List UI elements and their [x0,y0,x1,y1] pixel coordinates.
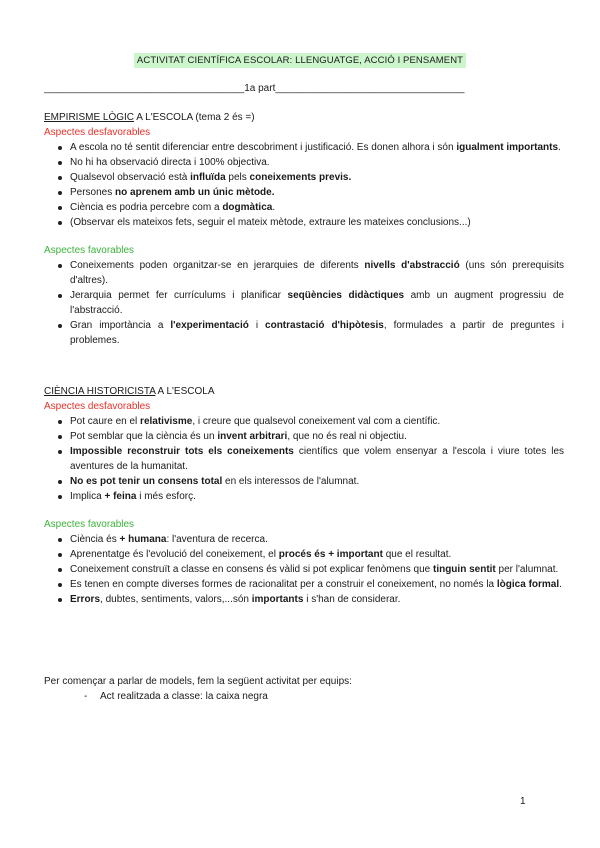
unfavorable-label: Aspectes desfavorables [44,401,151,412]
page-number: 1 [520,796,526,807]
list-item [44,577,564,592]
item-text: No hi ha observació directa i 100% objectiva. [70,157,270,168]
emphasis-text: no aprenem amb un únic mètode. [115,187,275,198]
emphasis-text: Impossible reconstruir tots els coneixements [70,446,294,457]
list-item [44,170,564,185]
emphasis-text: tinguin sentit [432,564,496,575]
closing-text: Per començar a parlar de models, fem la següent activitat per equips: [44,676,352,687]
list-item [44,200,564,215]
section-heading-underlined: EMPIRISME LÒGIC [44,112,135,123]
emphasis-text: l'experimentació [170,320,249,331]
item-text: en els interessos de l'alumnat. [222,476,360,487]
list-item [44,140,564,155]
emphasis-text: relativisme [140,416,193,427]
item-text: , que no és real ni objectiu. [287,431,407,442]
item-text: , i creure que qualsevol coneixement val com a científic. [192,416,441,427]
item-text: Aprenentatge és l'evolució del coneixement, el [70,549,279,560]
favorable-label: Aspectes favorables [44,245,135,256]
emphasis-text: invent arbitrari [217,431,288,442]
list-item [44,185,564,200]
item-text: , formulades a partir de preguntes i problemes. [70,320,564,346]
divider-left: ____________________________________ [44,83,245,94]
emphasis-text: lògica formal [496,579,560,590]
item-text: Ciència és [70,534,120,545]
item-text: Es tenen en compte diverses formes de racionalitat per a construir el coneixement, no només la [70,579,497,590]
item-text: : l'aventura de recerca. [166,534,268,545]
list-item [44,532,564,547]
list-item [44,547,564,562]
list-item [44,592,564,607]
emphasis-text: + humana [119,534,167,545]
favorable-label: Aspectes favorables [44,519,135,530]
section-empirisme [44,110,564,348]
section-heading-underlined: CIÈNCIA HISTORICISTA [44,386,156,397]
emphasis-text: nivells d'abstracció [364,260,460,271]
list-item [44,429,564,444]
item-text: Persones [70,187,116,198]
item-text: pels [225,172,250,183]
item-text: Pot caure en el [70,416,141,427]
emphasis-text: Errors [70,594,101,605]
bullet-list [44,258,564,348]
emphasis-text: contrastació d'hipòtesis [265,320,384,331]
emphasis-text: influïda [190,172,226,183]
item-text: per l'alumnat. [495,564,559,575]
part-divider [44,82,564,95]
item-text: . [559,579,562,590]
title-wrapper [0,50,600,68]
item-text: (uns són prerequisits d'altres). [70,260,564,286]
item-text: Coneixement construït a classe en consens és vàlid si pot explicar fenòmens que [70,564,433,575]
list-item [44,562,564,577]
emphasis-text: importants [251,594,304,605]
item-text: que el resultat. [382,549,452,560]
item-text: (Observar els mateixos fets, seguir el mateix mètode, extraure les mateixes conclusions...) [70,217,471,228]
emphasis-text: dogmàtica [222,202,273,213]
bullet-list [44,414,564,504]
list-item [44,258,564,288]
section-heading [44,384,564,399]
emphasis-text: coneixements previs. [249,172,352,183]
item-text: . [558,142,561,153]
item-text: Gran importància a [70,320,171,331]
item-text: . [272,202,276,213]
section-heading-rest: A L'ESCOLA [155,386,215,397]
section-heading [44,110,564,125]
part-label: 1a part [244,83,276,94]
item-text: i [248,320,266,331]
list-item [44,489,564,504]
item-text: amb un augment progressiu de l'abstracció. [70,290,564,316]
list-item [44,414,564,429]
dash-list [44,689,564,704]
list-item [44,474,564,489]
closing-section [44,674,564,704]
list-item [44,155,564,170]
item-text: i més esforç. [136,491,196,502]
emphasis-text: igualment importants [456,142,559,153]
list-item [44,215,564,230]
item-text: Implica [70,491,105,502]
emphasis-text: + feina [104,491,137,502]
list-item [44,318,564,348]
item-text: Qualsevol observació està [70,172,191,183]
dash-item: - Act realitzada a classe: la caixa negra [44,689,564,704]
item-text: Jerarquia permet fer currículums i planificar [70,290,288,301]
emphasis-text: seqüències didàctiques [287,290,405,301]
section-heading-rest: A L'ESCOLA (tema 2 és =) [134,112,255,123]
section-historicista [44,384,564,607]
item-text: i s'han de considerar. [303,594,401,605]
document-title: ACTIVITAT CIENTÍFICA ESCOLAR: LLENGUATGE, ACCIÓ I PENSAMENT [134,53,466,68]
item-text: , dubtes, sentiments, valors,...són [100,594,252,605]
emphasis-text: No es pot tenir un consens total [70,476,223,487]
list-item [44,444,564,474]
unfavorable-label: Aspectes desfavorables [44,127,151,138]
emphasis-text: procés és + important [278,549,383,560]
bullet-list [44,532,564,607]
item-text: Pot semblar que la ciència és un [70,431,218,442]
bullet-list [44,140,564,230]
divider-right: __________________________________ [275,83,465,94]
item-text: A escola no té sentit diferenciar entre descobriment i justificació. Es donen alhora i són [70,142,457,153]
item-text: Ciència es podria percebre com a [70,202,223,213]
list-item [44,288,564,318]
item-text: Coneixements poden organitzar-se en jerarquies de diferents [70,260,365,271]
item-text: científics que volem ensenyar a l'escola i viure totes les aventures de la humanitat. [70,446,565,472]
